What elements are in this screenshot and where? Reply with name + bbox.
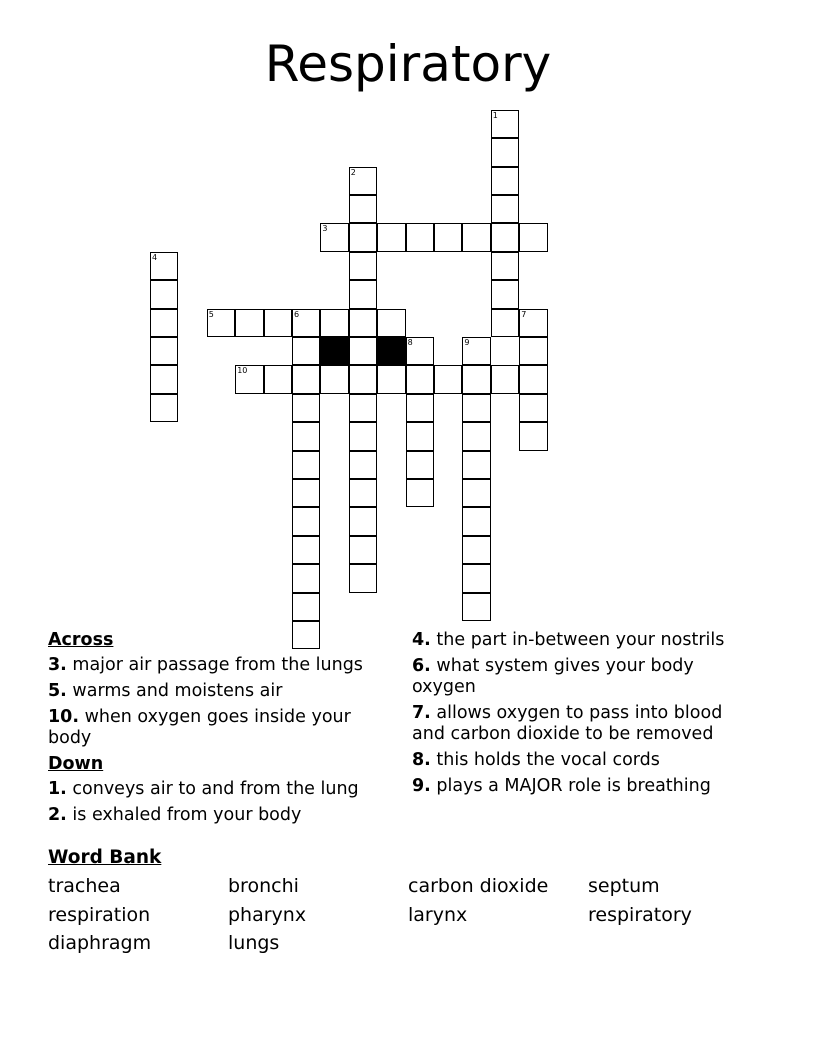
crossword-cell xyxy=(462,593,490,621)
crossword-cell xyxy=(235,309,263,337)
crossword-cell xyxy=(462,422,490,450)
clue-number: 8 xyxy=(407,338,413,347)
word-bank-item: septum xyxy=(588,875,660,897)
clue-number: 3 xyxy=(322,224,328,234)
crossword-cell xyxy=(349,365,377,393)
crossword-cell xyxy=(150,252,178,280)
crossword-cell xyxy=(292,422,320,450)
crossword-cell xyxy=(264,309,292,337)
crossword-cell xyxy=(462,365,490,393)
crossword-cell xyxy=(406,394,434,422)
clues-right-column xyxy=(412,630,772,802)
down-clue-2: 2. is exhaled from your body xyxy=(48,805,302,825)
crossword-cell xyxy=(519,337,547,365)
word-bank-item: pharynx xyxy=(228,904,307,926)
word-bank-item: respiration xyxy=(48,904,151,926)
crossword-cell xyxy=(377,365,405,393)
crossword-cell xyxy=(434,365,462,393)
word-bank-item: larynx xyxy=(408,904,468,926)
crossword-cell xyxy=(320,365,348,393)
crossword-cell xyxy=(150,309,178,337)
clue-number: 1 xyxy=(492,110,498,120)
across-clue-3: 3. major air passage from the lungs xyxy=(48,655,363,675)
crossword-cell xyxy=(462,479,490,507)
crossword-cell xyxy=(349,167,377,195)
crossword-cell xyxy=(462,394,490,422)
crossword-cell xyxy=(462,507,490,535)
word-bank-item: respiratory xyxy=(588,904,692,926)
page-title: Respiratory xyxy=(264,35,552,93)
across-clue-10: 10. when oxygen goes inside your body xyxy=(48,707,351,748)
crossword-block-cell xyxy=(320,337,348,365)
crossword-cell xyxy=(519,309,547,337)
crossword-cell xyxy=(292,309,320,337)
crossword-cell xyxy=(292,507,320,535)
word-bank-item: trachea xyxy=(48,875,121,897)
crossword-cell xyxy=(292,564,320,592)
clues-left-column xyxy=(48,630,398,831)
crossword-cell xyxy=(150,280,178,308)
crossword-cell xyxy=(462,337,490,365)
crossword-cell xyxy=(349,223,377,251)
crossword-cell xyxy=(292,365,320,393)
crossword-cell xyxy=(491,280,519,308)
crossword-cell xyxy=(349,394,377,422)
crossword-cell xyxy=(462,564,490,592)
crossword-cell xyxy=(491,195,519,223)
crossword-cell xyxy=(491,167,519,195)
down-clue-1: 1. conveys air to and from the lung xyxy=(48,779,359,799)
crossword-cell xyxy=(349,337,377,365)
crossword-cell xyxy=(519,223,547,251)
crossword-cell xyxy=(349,507,377,535)
crossword-cell xyxy=(519,394,547,422)
word-bank-item: lungs xyxy=(228,932,280,954)
crossword-cell xyxy=(519,365,547,393)
down-clue-7: 7. allows oxygen to pass into blood and carbon dioxide to be removed xyxy=(412,703,723,744)
crossword-cell xyxy=(292,479,320,507)
crossword-cell xyxy=(264,365,292,393)
crossword-cell xyxy=(150,337,178,365)
crossword-cell xyxy=(292,451,320,479)
crossword-cell xyxy=(150,394,178,422)
crossword-cell xyxy=(406,223,434,251)
crossword-cell xyxy=(292,536,320,564)
crossword-cell xyxy=(377,223,405,251)
crossword-cell xyxy=(349,309,377,337)
down-clue-9: 9. plays a MAJOR role is breathing xyxy=(412,776,711,796)
crossword-cell xyxy=(292,394,320,422)
crossword-block-cell xyxy=(377,337,405,365)
crossword-cell xyxy=(491,223,519,251)
crossword-cell xyxy=(235,365,263,393)
crossword-cell xyxy=(349,252,377,280)
crossword-cell xyxy=(150,365,178,393)
crossword-cell xyxy=(462,223,490,251)
clue-number: 5 xyxy=(208,309,214,319)
crossword-cell xyxy=(491,110,519,138)
crossword-cell xyxy=(349,536,377,564)
word-bank-item: carbon dioxide xyxy=(408,875,549,897)
crossword-cell xyxy=(406,365,434,393)
crossword-cell xyxy=(349,451,377,479)
crossword-cell xyxy=(491,138,519,166)
clue-number: 4 xyxy=(152,252,158,262)
crossword-cell xyxy=(491,309,519,337)
clue-number: 9 xyxy=(464,338,470,347)
crossword-cell xyxy=(406,479,434,507)
crossword-cell xyxy=(349,564,377,592)
clue-number: 10 xyxy=(237,366,248,376)
crossword-cell xyxy=(377,309,405,337)
word-bank-item: bronchi xyxy=(228,875,299,897)
crossword-cell xyxy=(292,593,320,621)
crossword-cell xyxy=(349,479,377,507)
across-heading: Across xyxy=(48,630,114,650)
crossword-cell xyxy=(349,195,377,223)
down-clue-6: 6. what system gives your body oxygen xyxy=(412,656,694,697)
crossword-cell xyxy=(462,451,490,479)
crossword-cell xyxy=(491,252,519,280)
crossword-cell xyxy=(519,422,547,450)
word-bank-item: diaphragm xyxy=(48,932,152,954)
clue-number: 2 xyxy=(350,167,356,177)
crossword-cell xyxy=(406,451,434,479)
crossword-cell xyxy=(320,309,348,337)
clue-number: 7 xyxy=(521,309,527,319)
crossword-cell xyxy=(320,223,348,251)
down-heading: Down xyxy=(48,754,104,774)
crossword-cell xyxy=(349,422,377,450)
crossword-cell xyxy=(349,280,377,308)
clue-number: 6 xyxy=(294,309,300,319)
word-bank-heading: Word Bank xyxy=(48,847,162,868)
crossword-cell xyxy=(434,223,462,251)
crossword-cell xyxy=(406,422,434,450)
crossword-cell xyxy=(406,337,434,365)
crossword-cell xyxy=(207,309,235,337)
across-clue-5: 5. warms and moistens air xyxy=(48,681,283,701)
crossword-cell xyxy=(462,536,490,564)
down-clue-4: 4. the part in-between your nostrils xyxy=(412,630,725,650)
crossword-cell xyxy=(292,337,320,365)
down-clue-8: 8. this holds the vocal cords xyxy=(412,750,660,770)
crossword-cell xyxy=(491,365,519,393)
